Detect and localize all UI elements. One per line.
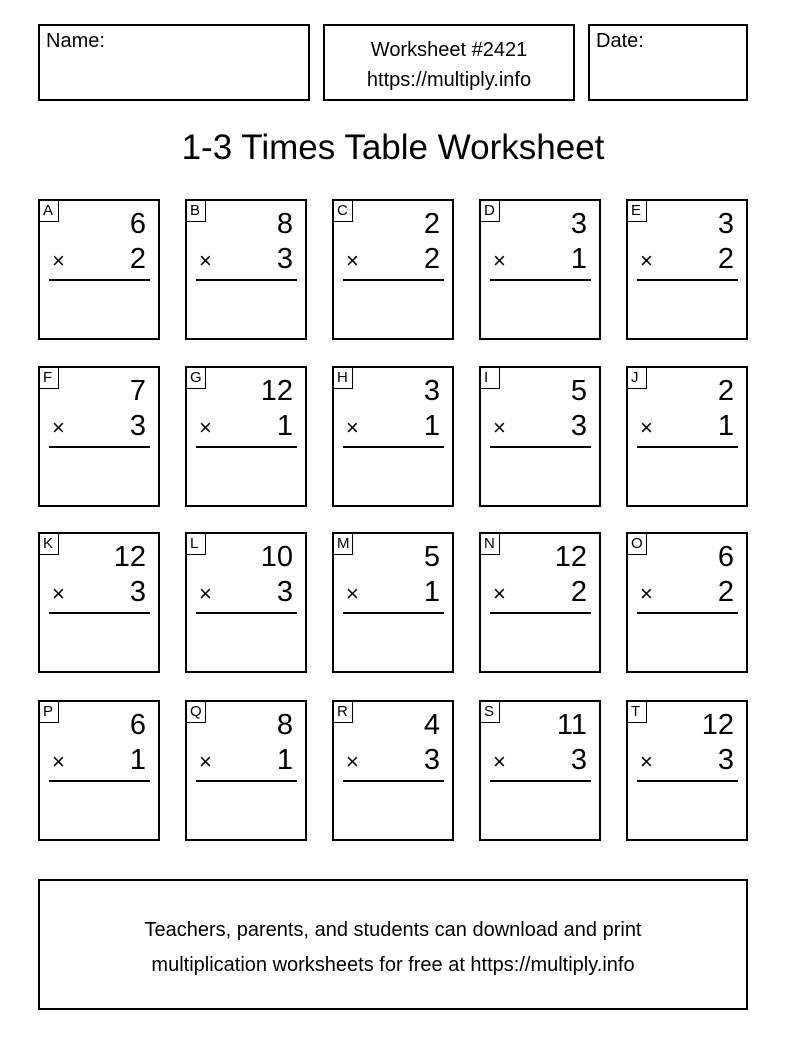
problem-label: J bbox=[627, 367, 647, 389]
footer-line-1: Teachers, parents, and students can download and print bbox=[144, 919, 642, 941]
multiplicand: 6 bbox=[129, 709, 146, 741]
multiplier: 2 bbox=[717, 243, 734, 275]
problem-card[interactable] bbox=[185, 366, 307, 507]
multiplier: 3 bbox=[570, 410, 587, 442]
times-sign: × bbox=[640, 749, 653, 774]
worksheet-url: https://multiply.info bbox=[366, 69, 532, 91]
name-field[interactable] bbox=[38, 24, 310, 101]
problem-label: D bbox=[480, 200, 500, 222]
problem-card[interactable] bbox=[185, 700, 307, 841]
times-sign: × bbox=[52, 581, 65, 606]
multiplier: 1 bbox=[423, 410, 440, 442]
answer-rule bbox=[637, 612, 738, 614]
answer-rule bbox=[196, 279, 297, 281]
problem-card[interactable] bbox=[38, 700, 160, 841]
date-field[interactable] bbox=[588, 24, 748, 101]
worksheet-number: Worksheet #2421 bbox=[370, 39, 528, 61]
multiplier: 1 bbox=[570, 243, 587, 275]
times-sign: × bbox=[346, 248, 359, 273]
problem-card[interactable] bbox=[626, 366, 748, 507]
multiplicand: 6 bbox=[129, 208, 146, 240]
times-sign: × bbox=[640, 248, 653, 273]
problem-label: N bbox=[480, 533, 500, 555]
answer-rule bbox=[490, 612, 591, 614]
multiplier: 3 bbox=[717, 744, 734, 776]
times-sign: × bbox=[346, 749, 359, 774]
problem-label: R bbox=[333, 701, 353, 723]
answer-rule bbox=[637, 446, 738, 448]
multiplicand: 12 bbox=[701, 709, 734, 741]
problem-label: Q bbox=[186, 701, 206, 723]
problem-card[interactable] bbox=[479, 532, 601, 673]
problem-label: A bbox=[39, 200, 59, 222]
multiplicand: 8 bbox=[276, 709, 293, 741]
multiplicand: 2 bbox=[423, 208, 440, 240]
multiplicand: 8 bbox=[276, 208, 293, 240]
multiplicand: 4 bbox=[423, 709, 440, 741]
multiplicand: 5 bbox=[423, 541, 440, 573]
problem-label: F bbox=[39, 367, 59, 389]
answer-rule bbox=[490, 446, 591, 448]
multiplier: 2 bbox=[570, 576, 587, 608]
answer-rule bbox=[490, 279, 591, 281]
worksheet-info-box bbox=[323, 24, 575, 101]
name-label: Name: bbox=[46, 30, 105, 52]
multiplier: 2 bbox=[129, 243, 146, 275]
problem-label: S bbox=[480, 701, 500, 723]
problem-card[interactable] bbox=[332, 199, 454, 340]
answer-rule bbox=[343, 279, 444, 281]
times-sign: × bbox=[199, 749, 212, 774]
answer-rule bbox=[637, 279, 738, 281]
multiplier: 3 bbox=[129, 410, 146, 442]
answer-rule bbox=[637, 780, 738, 782]
answer-rule bbox=[196, 780, 297, 782]
answer-rule bbox=[343, 446, 444, 448]
answer-rule bbox=[49, 612, 150, 614]
multiplier: 1 bbox=[423, 576, 440, 608]
problem-label: L bbox=[186, 533, 206, 555]
times-sign: × bbox=[493, 415, 506, 440]
times-sign: × bbox=[199, 581, 212, 606]
answer-rule bbox=[49, 446, 150, 448]
problem-card[interactable] bbox=[332, 700, 454, 841]
answer-rule bbox=[196, 446, 297, 448]
multiplier: 3 bbox=[570, 744, 587, 776]
times-sign: × bbox=[199, 415, 212, 440]
footer-box bbox=[38, 879, 748, 1010]
multiplier: 3 bbox=[276, 243, 293, 275]
times-sign: × bbox=[52, 248, 65, 273]
problem-label: I bbox=[480, 367, 500, 389]
multiplicand: 7 bbox=[129, 375, 146, 407]
problem-card[interactable] bbox=[38, 366, 160, 507]
footer-line-2: multiplication worksheets for free at https://multiply.info bbox=[151, 954, 635, 976]
problem-card[interactable] bbox=[626, 199, 748, 340]
multiplier: 2 bbox=[717, 576, 734, 608]
multiplicand: 2 bbox=[717, 375, 734, 407]
answer-rule bbox=[343, 612, 444, 614]
multiplier: 1 bbox=[276, 410, 293, 442]
times-sign: × bbox=[640, 581, 653, 606]
date-label: Date: bbox=[596, 30, 644, 52]
times-sign: × bbox=[346, 415, 359, 440]
answer-rule bbox=[196, 612, 297, 614]
problem-card[interactable] bbox=[479, 199, 601, 340]
multiplier: 3 bbox=[276, 576, 293, 608]
problem-label: T bbox=[627, 701, 647, 723]
multiplicand: 11 bbox=[556, 709, 587, 741]
multiplicand: 6 bbox=[717, 541, 734, 573]
multiplicand: 12 bbox=[554, 541, 587, 573]
answer-rule bbox=[490, 780, 591, 782]
multiplicand: 3 bbox=[423, 375, 440, 407]
multiplier: 1 bbox=[129, 744, 146, 776]
times-sign: × bbox=[493, 749, 506, 774]
multiplier: 1 bbox=[276, 744, 293, 776]
multiplier: 3 bbox=[423, 744, 440, 776]
problem-label: C bbox=[333, 200, 353, 222]
times-sign: × bbox=[493, 248, 506, 273]
times-sign: × bbox=[640, 415, 653, 440]
problem-label: P bbox=[39, 701, 59, 723]
multiplicand: 3 bbox=[717, 208, 734, 240]
problem-card[interactable] bbox=[479, 366, 601, 507]
problem-card[interactable] bbox=[38, 532, 160, 673]
problem-label: K bbox=[39, 533, 59, 555]
times-sign: × bbox=[52, 415, 65, 440]
problem-label: M bbox=[333, 533, 353, 555]
problem-card[interactable] bbox=[332, 366, 454, 507]
problem-card[interactable] bbox=[185, 532, 307, 673]
problem-label: H bbox=[333, 367, 353, 389]
problem-card[interactable] bbox=[479, 700, 601, 841]
multiplicand: 12 bbox=[113, 541, 146, 573]
multiplier: 1 bbox=[717, 410, 734, 442]
answer-rule bbox=[49, 279, 150, 281]
problem-label: O bbox=[627, 533, 647, 555]
times-sign: × bbox=[199, 248, 212, 273]
problem-card[interactable] bbox=[332, 532, 454, 673]
times-sign: × bbox=[493, 581, 506, 606]
answer-rule bbox=[49, 780, 150, 782]
problem-label: E bbox=[627, 200, 647, 222]
multiplier: 2 bbox=[423, 243, 440, 275]
multiplier: 3 bbox=[129, 576, 146, 608]
multiplicand: 12 bbox=[260, 375, 293, 407]
problem-card[interactable] bbox=[185, 199, 307, 340]
problem-label: G bbox=[186, 367, 206, 389]
problem-card[interactable] bbox=[38, 199, 160, 340]
answer-rule bbox=[343, 780, 444, 782]
times-sign: × bbox=[52, 749, 65, 774]
problem-card[interactable] bbox=[626, 700, 748, 841]
problem-label: B bbox=[186, 200, 206, 222]
multiplicand: 3 bbox=[570, 208, 587, 240]
times-sign: × bbox=[346, 581, 359, 606]
multiplicand: 5 bbox=[570, 375, 587, 407]
problem-card[interactable] bbox=[626, 532, 748, 673]
page-title: 1-3 Times Table Worksheet bbox=[181, 128, 605, 167]
multiplicand: 10 bbox=[260, 541, 293, 573]
